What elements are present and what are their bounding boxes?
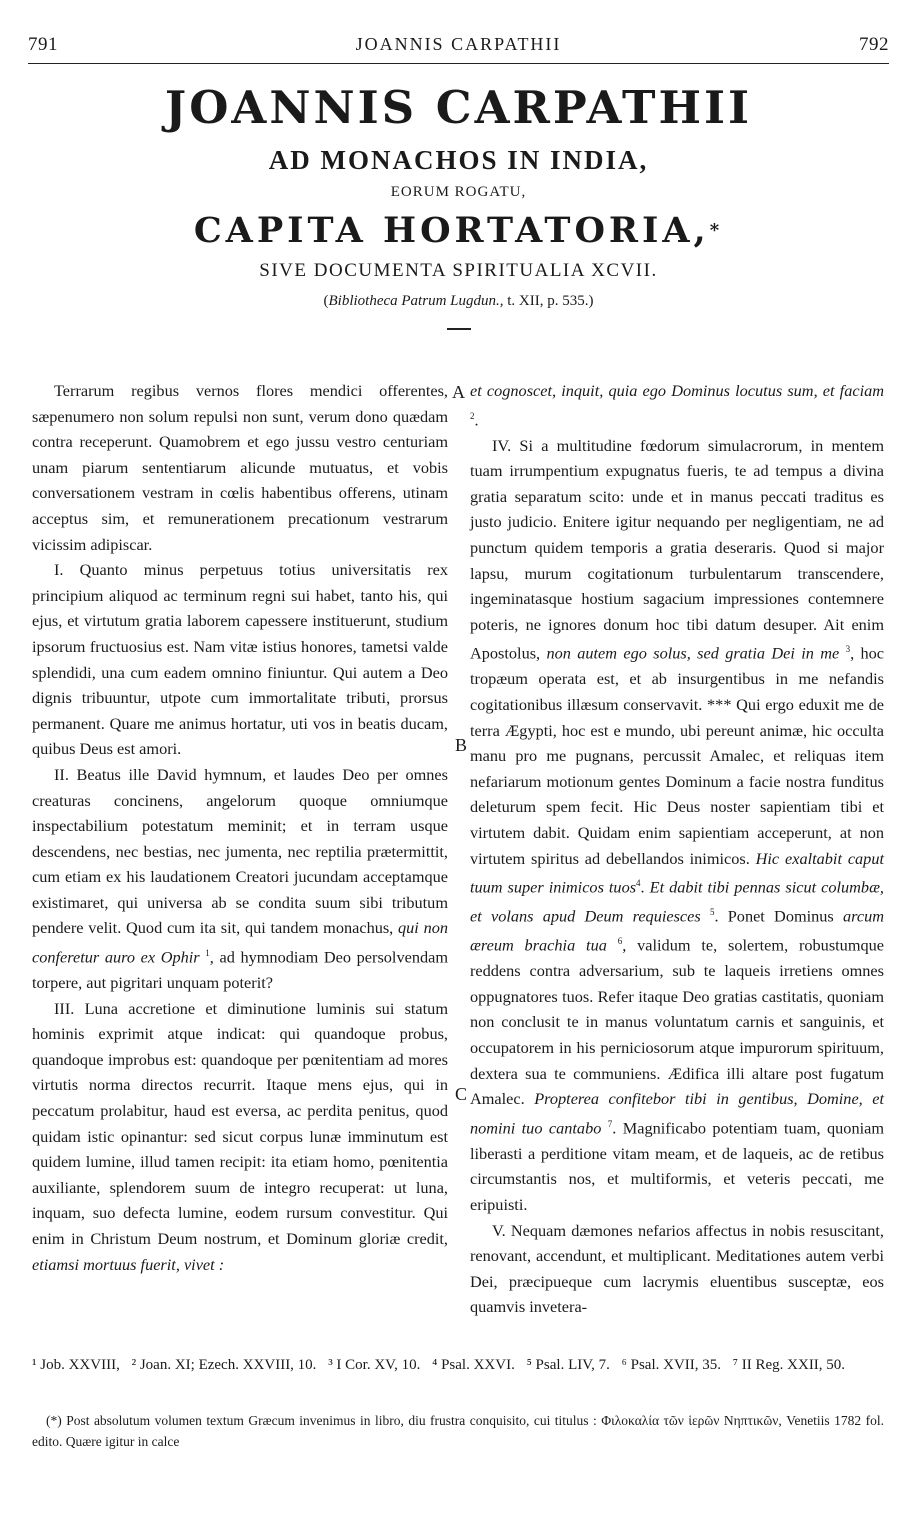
running-title: JOANNIS CARPATHII [355, 34, 562, 54]
footnote-ref: 3 [845, 644, 851, 655]
request-line: EORUM ROGATU, [390, 184, 527, 200]
scripture-quote: Propterea confitebor tibi in gentibus, Domine, et nomini tuo cantabo [470, 1089, 885, 1138]
continued-paragraph: et cognoscet, inquit, quia ego Dominus locutus sum, et faciam $^2$. [470, 381, 884, 430]
source-work: Bibliotheca Patrum Lugdun., [328, 293, 504, 309]
chapter-1-paragraph: I. Quanto minus perpetuus totius universitatis rex principium aliquod ac terminum regni sui habet, tanto his, qui ejus, et virtutum gratia laborem capessere instituerunt, studium ipsorum fructuosius est. Nam vitæ istius honores, tametsi valde splendidi, una cum eadem omnino finiuntur. Qui autem a Deo dignis tribuuntur, utpote cum immortalitate tributi, prorsus permanent. Quare me animus hortatur, uti vos in beatis ducam, quibus Deus est amori. [32, 560, 448, 759]
scripture-quote: Et dabit tibi pennas sicut columbæ, et volans apud Deum requiesces [470, 877, 884, 926]
subtitle: SIVE DOCUMENTA SPIRITUALIA XCVII. [259, 260, 658, 281]
editor-note: (*) Post absolutum volumen textum Græcum invenimus in libro, diu frustra conquisito, cui titulus : Φιλοκαλία τῶν ἱερῶν Νηπτικῶν, Venetiis 1782 fol. edito. Quære igitur in calce [32, 1413, 884, 1449]
work-title [0, 206, 917, 256]
footnote: ⁴ Psal. XXVI. [432, 1357, 515, 1373]
scripture-quote: et cognoscet, inquit, quia ego Dominus locutus sum, et faciam [470, 381, 884, 400]
asterisk-note-mark: * [709, 220, 724, 241]
footnote-ref: 7 [607, 1118, 613, 1129]
margin-marker-c: C [455, 1084, 468, 1104]
author-title: JOANNIS CARPATHII [164, 81, 753, 134]
right-column [470, 378, 884, 1320]
footnote: ³ I Cor. XV, 10. [328, 1357, 421, 1373]
source-location: t. XII, p. 535.) [503, 293, 594, 309]
scripture-quote: arcum æreum brachia tua [470, 906, 884, 955]
scripture-quote: non autem ego solus, sed gratia Dei in me [546, 643, 840, 663]
margin-marker-a: A [452, 382, 465, 402]
header-rule [28, 63, 889, 64]
footnote: ¹ Job. XXVIII, [32, 1357, 120, 1373]
margin-marker-b: B [455, 735, 468, 755]
footnote-ref: 1 [205, 948, 210, 959]
footnote-ref: 5 [709, 907, 715, 918]
footnotes [32, 1354, 884, 1376]
footnote: ² Joan. XI; Ezech. XXVIII, 10. [131, 1357, 317, 1373]
footnote-ref: 4 [636, 878, 641, 889]
running-header [28, 30, 889, 60]
chapter-2-paragraph: II. Beatus ille David hymnum, et laudes Deo per omnes creaturas concinens, angelorum quoque omniumque inspectabilium potestatum meminit; et in terram usque descendens, nec bestias, nec jumenta, nec reptilia prætermittit, cum etiam ex his laudationem Creatori jucundam acceptamque existimaret, qui universa ab se condita suum sibi tributum pendere velit. Quod cum ita sit, qui tandem monachus, qui non conferetur auro ex Ophir $^1$, ad hymnodiam Deo persolvendam torpere, aut pigritari unquam poterit? [32, 764, 448, 993]
left-column [32, 378, 448, 1277]
page-number-right: 792 [859, 34, 889, 55]
footnote: ⁷ II Reg. XXII, 50. [732, 1357, 846, 1373]
work-title-text: CAPITA HORTATORIA, [193, 210, 710, 251]
footnote-ref: 2 [470, 410, 475, 421]
page-number-left: 791 [28, 34, 58, 55]
scripture-quote: qui non conferetur auro ex Ophir [32, 918, 448, 967]
addressee-line: AD MONACHOS IN INDIA, [268, 145, 649, 175]
chapter-5-paragraph: V. Nequam dæmones nefarios affectus in nobis resuscitant, renovant, accendunt, et multiplicant. Meditationes autem verbi Dei, præcipueque cum lacrymis eluentibus susceptæ, eos quamvis invetera- [470, 1220, 884, 1317]
footnote-ref: 6 [617, 936, 623, 947]
scripture-quote: Hic exaltabit caput tuum super inimicos tuos [470, 848, 884, 897]
chapter-3-paragraph: III. Luna accretione et diminutione luminis sui statum hominis exprimit atque indicat: qui quandoque probus, quandoque improbus est: quandoque per pœnitentiam ad mores virtutis norma directos recurrit. Itaque mens ejus, qui in peccatum prolabitur, haud est eversa, ac perdita penitus, quod quidam istic opinantur: sed sicut corpus lunæ imminutum est quidem lumine, illud tamen recipit: ita etiam homo, pœnitentia auxiliante, splendorem suum de integro recuperat: ut luna, inquam, suo defecta lumine, eodem rursum convestitur. Qui enim in Christum Deum nostrum, et Dominum gloriæ credit, etiamsi mortuus fuerit, vivet : [32, 998, 448, 1274]
title-rule [447, 328, 471, 330]
source-line: (Bibliotheca Patrum Lugdun., t. XII, p. 535.) [323, 293, 594, 309]
chapter-4-paragraph: IV. Si a multitudine fœdorum simulacrorum, in mentem tuam irrumpentium expugnatus fueris, te ad tempus a divina gratia separatum scito: unde et in manus peccati traditus es justo judicio. Enitere igitur nequando per negligentiam, ne ad punctum quidem temporis a gratia deseraris. Quod si major lapsu, murum cogitationum turbulentarum transcendere, ingeminatasque hostium sagacium impressiones contemnere poteris, ne ignores donum hoc tibi datum desuper. Ait enim Apostolus, non autem ego solus, sed gratia Dei in me $^3$, hoc tropæum operata est, et ab insurgentibus in me nefandis cogitationibus illæsum conservavit. *** Qui ergo eduxit me de terra Ægypti, hoc est e mundo, ubi pereunt animæ, hic occulta manu pro me pugnans, percussit Amalec, et reliquas item nefariarum motionum gentes Dominum a facie nostra funditus deleturum spem fecit. Hic Deus noster sapientiam tibi et virtutem dabit. Quidam enim sapientiam acceperunt, at non virtutem spiritus ad debellandos inimicos. Hic exaltabit caput tuum super inimicos tuos$^4$. Et dabit tibi pennas sicut columbæ, et volans apud Deum requiesces $^5$. Ponet Dominus arcum æreum brachia tua $^6$, validum te, solertem, robustumque reddens contra adversarium, sub te laqueis irretiens omnes oppugnatores tuos. Refer itaque Deo gratias castitatis, quoniam non conclusit te in manus voluntatum carnis et sanguinis, et occupatorem in his perniciosorum atque impurorum spirituum, dextera sua te communiens. Ædifica illi altare post fugatum Amalec. Propterea confitebor tibi in gentibus, Domine, et nomini tuo cantabo $^7$. Magnificabo potentiam tuam, quoniam liberasti a perditione vitam meam, et de laqueis, ac de retibus circumstantis nos, et multiformis, et veteris peccati, me eripuisti. [470, 435, 885, 1214]
footnote: ⁵ Psal. LIV, 7. [526, 1357, 610, 1373]
title-block [0, 80, 917, 330]
prologue-paragraph: Terrarum regibus vernos flores mendici offerentes, sæpenumero non solum repulsi non sunt, verum dono quædam contra receperunt. Quamobrem et ego jussu vestro centuriam unam piarum sententiarum alicunde mutuatus, et vobis conversationem vestram in cœlis habentibus offerens, utinam acceptus sim, et remunerationem precationum vestrarum vicissim adipiscar. [32, 381, 448, 554]
scripture-quote: etiamsi mortuus fuerit, vivet : [32, 1254, 225, 1274]
footnote: ⁶ Psal. XVII, 35. [621, 1357, 722, 1373]
